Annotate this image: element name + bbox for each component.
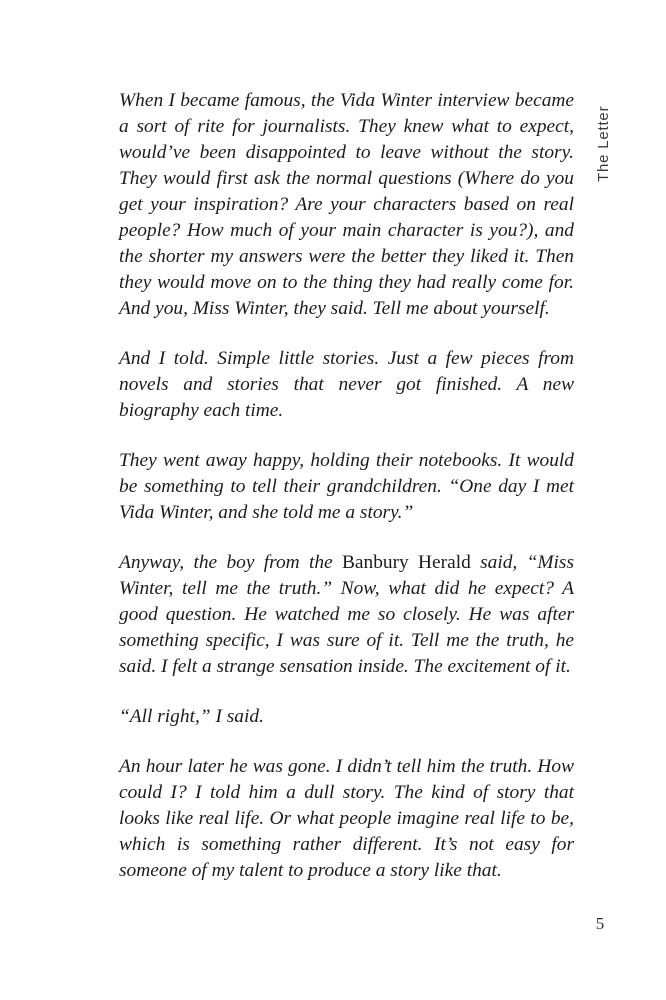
running-head [583,72,621,182]
body-text [119,88,574,908]
paragraph-2: And I told. Simple little stories. Just a few pieces from novels and stories that never got finished. A new biography each time. [119,348,574,421]
paragraph-4 [119,550,574,680]
paragraph-1: When I became famous, the Vida Winter interview became a sort of rite for journalists. They knew what to expect, would’ve been disappointed to leave without the story. They would first ask the normal questions (Where do you get your inspiration? Are your characters based on real people? How much of your main character is you?), and the shorter my answers were the better they liked it. Then they would move on to the thing they had really come for. And you, Miss Winter, they said. Tell me about yourself. [119,90,574,319]
running-head-text: The Letter [595,105,612,182]
page-number: 5 [595,914,605,933]
paragraph-6: An hour later he was gone. I didn’t tell him the truth. How could I? I told him a dull story. The kind of story that looks like real life. Or what people imagine real life to be, which is something rather different. It’s not easy for someone of my talent to produce a story like that. [119,756,574,881]
paragraph-3: They went away happy, holding their notebooks. It would be something to tell their grandchildren. “One day I met Vida Winter, and she told me a story.” [119,450,574,523]
paragraph-5: “All right,” I said. [119,706,264,727]
paragraph-4-after: said, “Miss Winter, tell me the truth.” Now, what did he expect? A good question. He watched me so closely. He was after something specific, I was sure of it. Tell me the truth, he said. I felt a strange sensation inside. The excitement of it. [119,552,574,677]
paragraph-4-before: Anyway, the boy from the [119,552,342,573]
newspaper-title: Banbury Herald [341,552,471,573]
